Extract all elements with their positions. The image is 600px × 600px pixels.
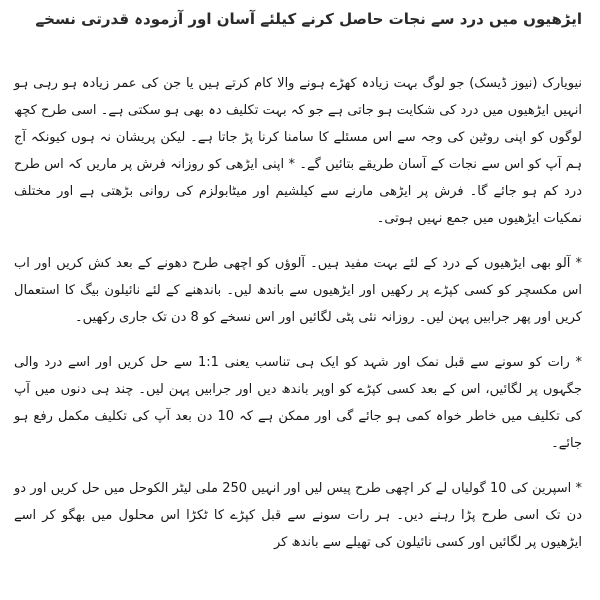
article-paragraph-potato-remedy: * آلو بھی ایڑھیوں کے درد کے لئے بہت مفید ہیں۔ آلوؤں کو اچھی طرح دھونے کے بعد کش کریں اور اب اس مکسچر کو کسی کپڑے پر رکھیں اور ایڑھیوں سے باندھ لیں۔ باندھنے کے لئے نائیلون بیگ کا استعمال کریں اور پھر جرابیں پہن لیں۔ روزانہ نئی پٹی لگائیں اور اس نسخے کو 8 دن تک جاری رکھیں۔: [14, 256, 582, 325]
article-title: ایڑھیوں میں درد سے نجات حاصل کرنے کیلئے آسان اور آزمودہ قدرتی نسخے: [35, 10, 582, 28]
article-body: [14, 70, 582, 556]
article-paragraph-salt-honey-remedy: * رات کو سونے سے قبل نمک اور شہد کو ایک ہی تناسب یعنی 1:1 سے حل کریں اور اسے درد والی جگہوں پر لگائیں، اس کے بعد کسی کپڑے کو اوپر باندھ دیں اور جرابیں پہن لیں۔ چند ہی دنوں میں آپ کی تکلیف میں خاطر خواہ کمی ہو جائے گی اور ممکن ہے کہ 10 دن بعد آپ کی تکلیف مکمل رفع ہو جائے۔: [14, 355, 582, 451]
article-paragraph-aspirin-remedy: * اسپرین کی 10 گولیاں لے کر اچھی طرح پیس لیں اور انہیں 250 ملی لیٹر الکوحل میں حل کریں اور دو دن تک اسی طرح پڑا رہنے دیں۔ ہر رات سونے سے قبل کپڑے کا ٹکڑا اس محلول میں بھگو کر اسے ایڑھیوں پر لگائیں اور کسی نائیلون کی تھیلے سے باندھ کر: [14, 481, 582, 550]
article-paragraph-intro: نیویارک (نیوز ڈیسک) جو لوگ بہت زیادہ کھڑے ہونے والا کام کرتے ہیں یا جن کی عمر زیادہ ہو رہی ہو انہیں ایڑھیوں میں درد کی شکایت ہو جاتی ہے جو کہ بہت تکلیف دہ بھی ہو سکتی ہے۔ اسی طرح کچھ لوگوں کو اپنی روٹین کی وجہ سے اس مسئلے کا سامنا کرنا پڑ جاتا ہے۔ لیکن پریشان نہ ہوں کیونکہ آج ہم آپ کو اس سے نجات کے آسان طریقے بتائیں گے۔ * اپنی ایڑھی کو روزانہ فرش پر ماریں کہ اس طرح درد کم ہو جائے گا۔ فرش پر ایڑھی مارنے سے کیلشیم اور میٹابولزم کی روانی بڑھتی ہے اور مختلف نمکیات ایڑھیوں میں جمع نہیں ہوتی۔: [14, 76, 582, 226]
